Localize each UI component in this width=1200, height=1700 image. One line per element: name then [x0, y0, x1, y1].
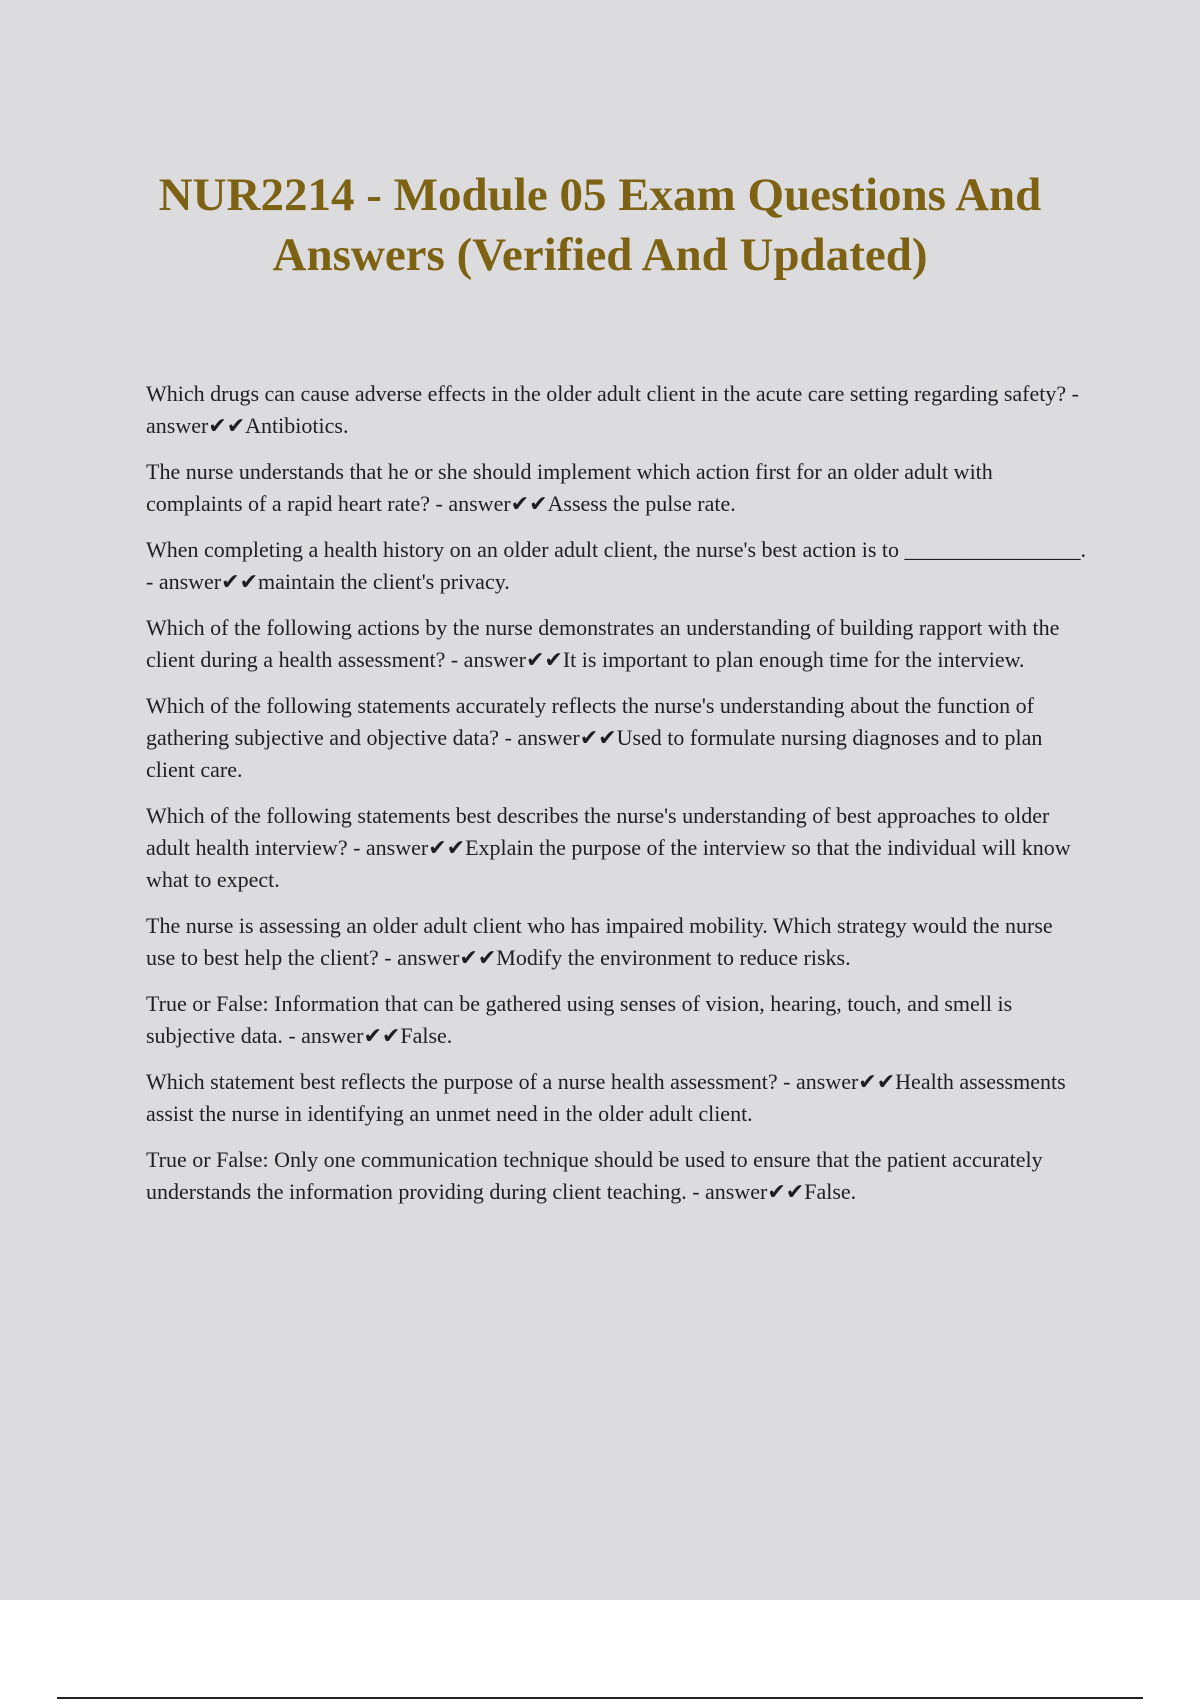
qa-item: Which of the following actions by the nurse demonstrates an understanding of building rapport with the client during a health assessment? - answer✔✔It is important to plan enough time for the interview.	[146, 615, 1060, 672]
qa-list	[146, 378, 1086, 1222]
qa-item: The nurse understands that he or she should implement which action first for an older adult with complaints of a rapid heart rate? - answer✔✔Assess the pulse rate.	[146, 459, 993, 516]
qa-item: Which drugs can cause adverse effects in the older adult client in the acute care setting regarding safety? - answer✔✔Antibiotics.	[146, 381, 1079, 438]
qa-item: True or False: Information that can be gathered using senses of vision, hearing, touch, and smell is subjective data. - answer✔✔False.	[146, 991, 1013, 1048]
footer-divider	[57, 1697, 1143, 1699]
page-footer-area	[0, 1600, 1200, 1700]
document-title: NUR2214 - Module 05 Exam Questions And Answers (Verified And Updated)	[158, 169, 1042, 281]
qa-item: Which statement best reflects the purpose of a nurse health assessment? - answer✔✔Health assessments assist the nurse in identifying an unmet need in the older adult client.	[146, 1069, 1066, 1126]
qa-item: Which of the following statements best describes the nurse's understanding of best approaches to older adult health interview? - answer✔✔Explain the purpose of the interview so that the individual will know what to expect.	[146, 803, 1071, 892]
qa-item: The nurse is assessing an older adult client who has impaired mobility. Which strategy would the nurse use to best help the client? - answer✔✔Modify the environment to reduce risks.	[146, 913, 1053, 970]
qa-item: Which of the following statements accurately reflects the nurse's understanding about the function of gathering subjective and objective data? - answer✔✔Used to formulate nursing diagnoses and to plan client care.	[146, 693, 1043, 782]
qa-item: True or False: Only one communication technique should be used to ensure that the patient accurately understands the information providing during client teaching. - answer✔✔False.	[146, 1147, 1043, 1204]
qa-item: When completing a health history on an older adult client, the nurse's best action is to ________________. - answer✔✔maintain the client's privacy.	[146, 537, 1086, 594]
